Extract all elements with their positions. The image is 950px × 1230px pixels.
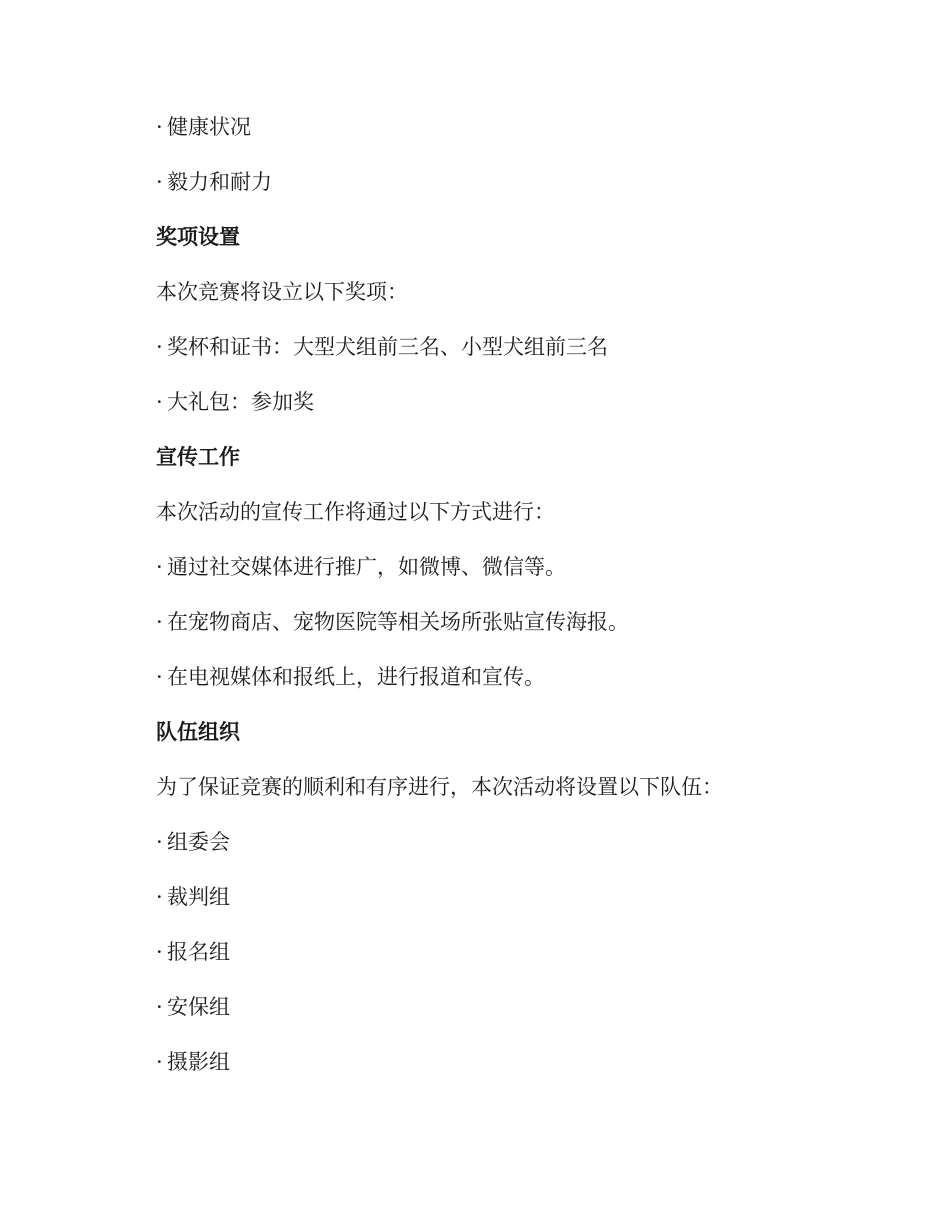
list-item <box>156 659 856 714</box>
list-item-text: 安保组 <box>167 995 230 1019</box>
list-item-text: 大礼包：参加奖 <box>167 390 314 414</box>
list-item <box>156 109 856 164</box>
list-item <box>156 1044 856 1099</box>
list-item-text: 裁判组 <box>167 885 230 909</box>
list-item-text: 奖杯和证书：大型犬组前三名、小型犬组前三名 <box>167 335 608 359</box>
list-item <box>156 989 856 1044</box>
bullet-marker: · <box>156 115 163 139</box>
section-heading-team: 队伍组织 <box>156 720 240 744</box>
list-item <box>156 934 856 989</box>
list-item <box>156 384 856 439</box>
bullet-marker: · <box>156 940 163 964</box>
list-item-text: 摄影组 <box>167 1050 230 1074</box>
bullet-marker: · <box>156 170 163 194</box>
bullet-marker: · <box>156 885 163 909</box>
bullet-marker: · <box>156 830 163 854</box>
list-item <box>156 604 856 659</box>
list-item-text: 健康状况 <box>167 115 251 139</box>
list-item <box>156 329 856 384</box>
section-intro-awards: 本次竞赛将设立以下奖项： <box>156 280 408 304</box>
bullet-marker: · <box>156 555 163 579</box>
bullet-marker: · <box>156 665 163 689</box>
bullet-marker: · <box>156 1050 163 1074</box>
bullet-marker: · <box>156 335 163 359</box>
list-item <box>156 549 856 604</box>
section-intro-team: 为了保证竞赛的顺利和有序进行，本次活动将设置以下队伍： <box>156 775 723 799</box>
bullet-marker: · <box>156 995 163 1019</box>
bullet-marker: · <box>156 610 163 634</box>
list-item-text: 报名组 <box>167 940 230 964</box>
section-intro-promotion: 本次活动的宣传工作将通过以下方式进行： <box>156 500 555 524</box>
section-heading-promotion: 宣传工作 <box>156 445 240 469</box>
list-item-text: 通过社交媒体进行推广，如微博、微信等。 <box>167 555 566 579</box>
bullet-marker: · <box>156 390 163 414</box>
list-item <box>156 824 856 879</box>
section-heading-awards: 奖项设置 <box>156 225 240 249</box>
list-item <box>156 879 856 934</box>
list-item-text: 在电视媒体和报纸上，进行报道和宣传。 <box>167 665 545 689</box>
list-item-text: 组委会 <box>167 830 230 854</box>
list-item-text: 毅力和耐力 <box>167 170 272 194</box>
list-item <box>156 164 856 219</box>
document-body <box>156 109 856 1099</box>
list-item-text: 在宠物商店、宠物医院等相关场所张贴宣传海报。 <box>167 610 629 634</box>
